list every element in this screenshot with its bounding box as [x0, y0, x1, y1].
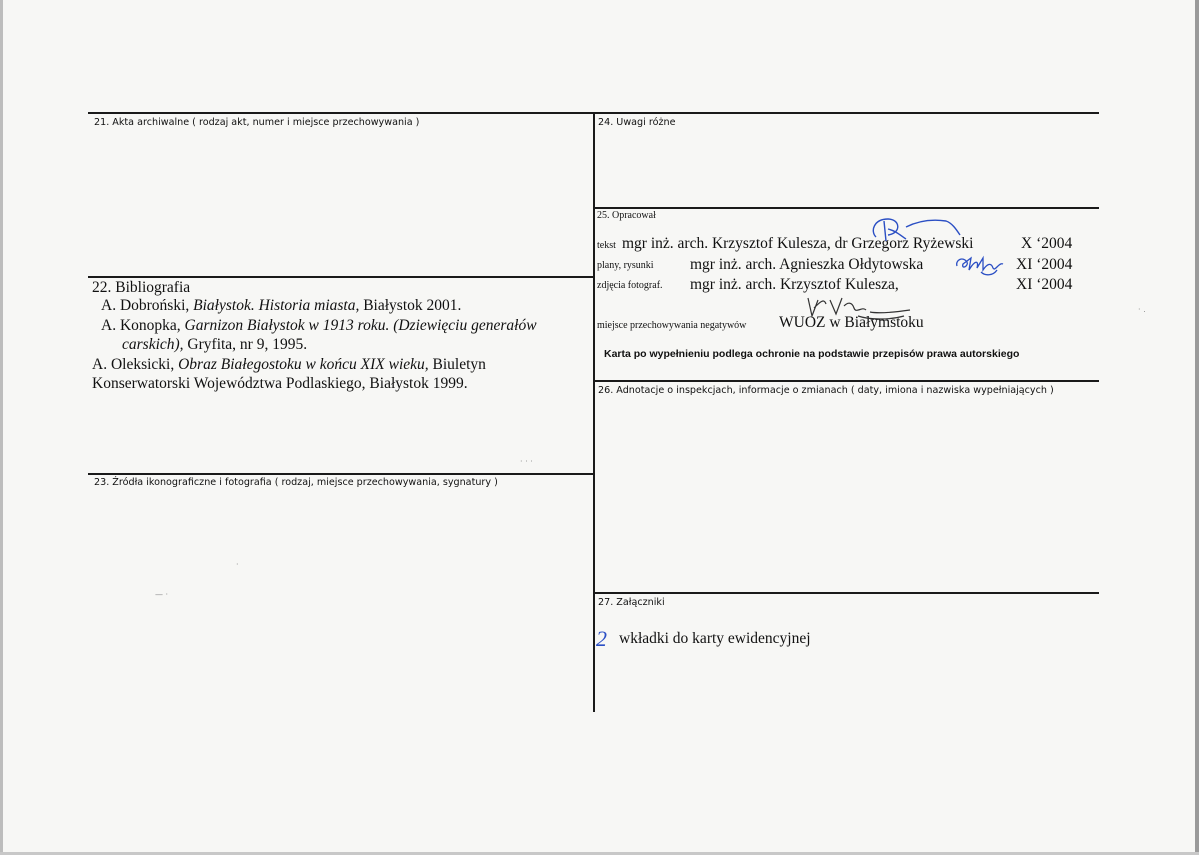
attachments-count: 2: [596, 626, 607, 651]
bib-entry-2: A. Konopka, Garnizon Białystok w 1913 roku. (Dziewięciu generałów: [101, 317, 537, 334]
row-tekst-date: X ‘2004: [1021, 235, 1073, 252]
bib-entry-3: A. Oleksicki, Obraz Białegostoku w końcu XIX wieku, Biuletyn: [92, 356, 486, 373]
attachments-value: wkładki do karty ewidencyjnej: [619, 630, 811, 647]
scan-speck: ·: [236, 560, 239, 569]
scan-edge-left: [0, 0, 3, 855]
rule-27-top: [594, 592, 1099, 594]
row-zdjecia-date: XI ‘2004: [1016, 276, 1073, 293]
bib-entry-1: A. Dobroński, Białystok. Historia miasta, Białystok 2001.: [101, 297, 462, 314]
signature-kulesza: [800, 292, 936, 324]
rule-26-top: [594, 380, 1099, 382]
row-tekst-kind: tekst: [597, 240, 616, 251]
bib-entry-2-cont: carskich), Gryfita, nr 9, 1995.: [122, 336, 308, 353]
sec21-label: 21. Akta archiwalne ( rodzaj akt, numer i miejsce przechowywania ): [94, 117, 420, 128]
scan-speck: — ·: [155, 590, 169, 599]
negatives-value: WUOZ w Białymstoku: [779, 314, 924, 331]
column-divider: [593, 112, 595, 712]
row-plany-author: mgr inż. arch. Agnieszka Ołdytowska: [690, 256, 924, 273]
sec23-label: 23. Źródła ikonograficzne i fotografia ( rodzaj, miejsce przechowywania, sygnatury ): [94, 477, 498, 488]
sec26-label: 26. Adnotacje o inspekcjach, informacje o zmianach ( daty, imiona i nazwiska wypełniających ): [598, 385, 1054, 396]
row-plany-kind: plany, rysunki: [597, 260, 654, 271]
row-zdjecia-author: mgr inż. arch. Krzysztof Kulesza,: [690, 276, 899, 293]
row-plany-date: XI ‘2004: [1016, 256, 1073, 273]
sec24-label: 24. Uwagi różne: [598, 117, 676, 128]
row-tekst-author: mgr inż. arch. Krzysztof Kulesza, dr Grzegorz Ryżewski: [622, 235, 974, 252]
sec22-label: 22. Bibliografia: [92, 279, 191, 296]
bib-entry-3-cont: Konserwatorski Województwa Podlaskiego, Białystok 1999.: [92, 375, 468, 392]
signature-oldytowska: [953, 252, 1007, 276]
sec25-label: 25. Opracował: [597, 210, 656, 221]
signature-ryzewski: [866, 213, 962, 247]
scan-edge-right: [1195, 0, 1199, 855]
negatives-label: miejsce przechowywania negatywów: [597, 320, 747, 331]
rule-25-top: [594, 207, 1099, 209]
sec27-label: 27. Załączniki: [598, 597, 665, 608]
scan-speck: · · ·: [520, 457, 533, 466]
copyright-note: Karta po wypełnieniu podlega ochronie na podstawie przepisów prawa autorskiego: [604, 348, 1020, 360]
row-zdjecia-kind: zdjęcia fotograf.: [597, 280, 663, 291]
scan-speck: · .: [1138, 305, 1146, 314]
rule-23-top: [88, 473, 594, 475]
rule-22-top: [88, 276, 594, 278]
